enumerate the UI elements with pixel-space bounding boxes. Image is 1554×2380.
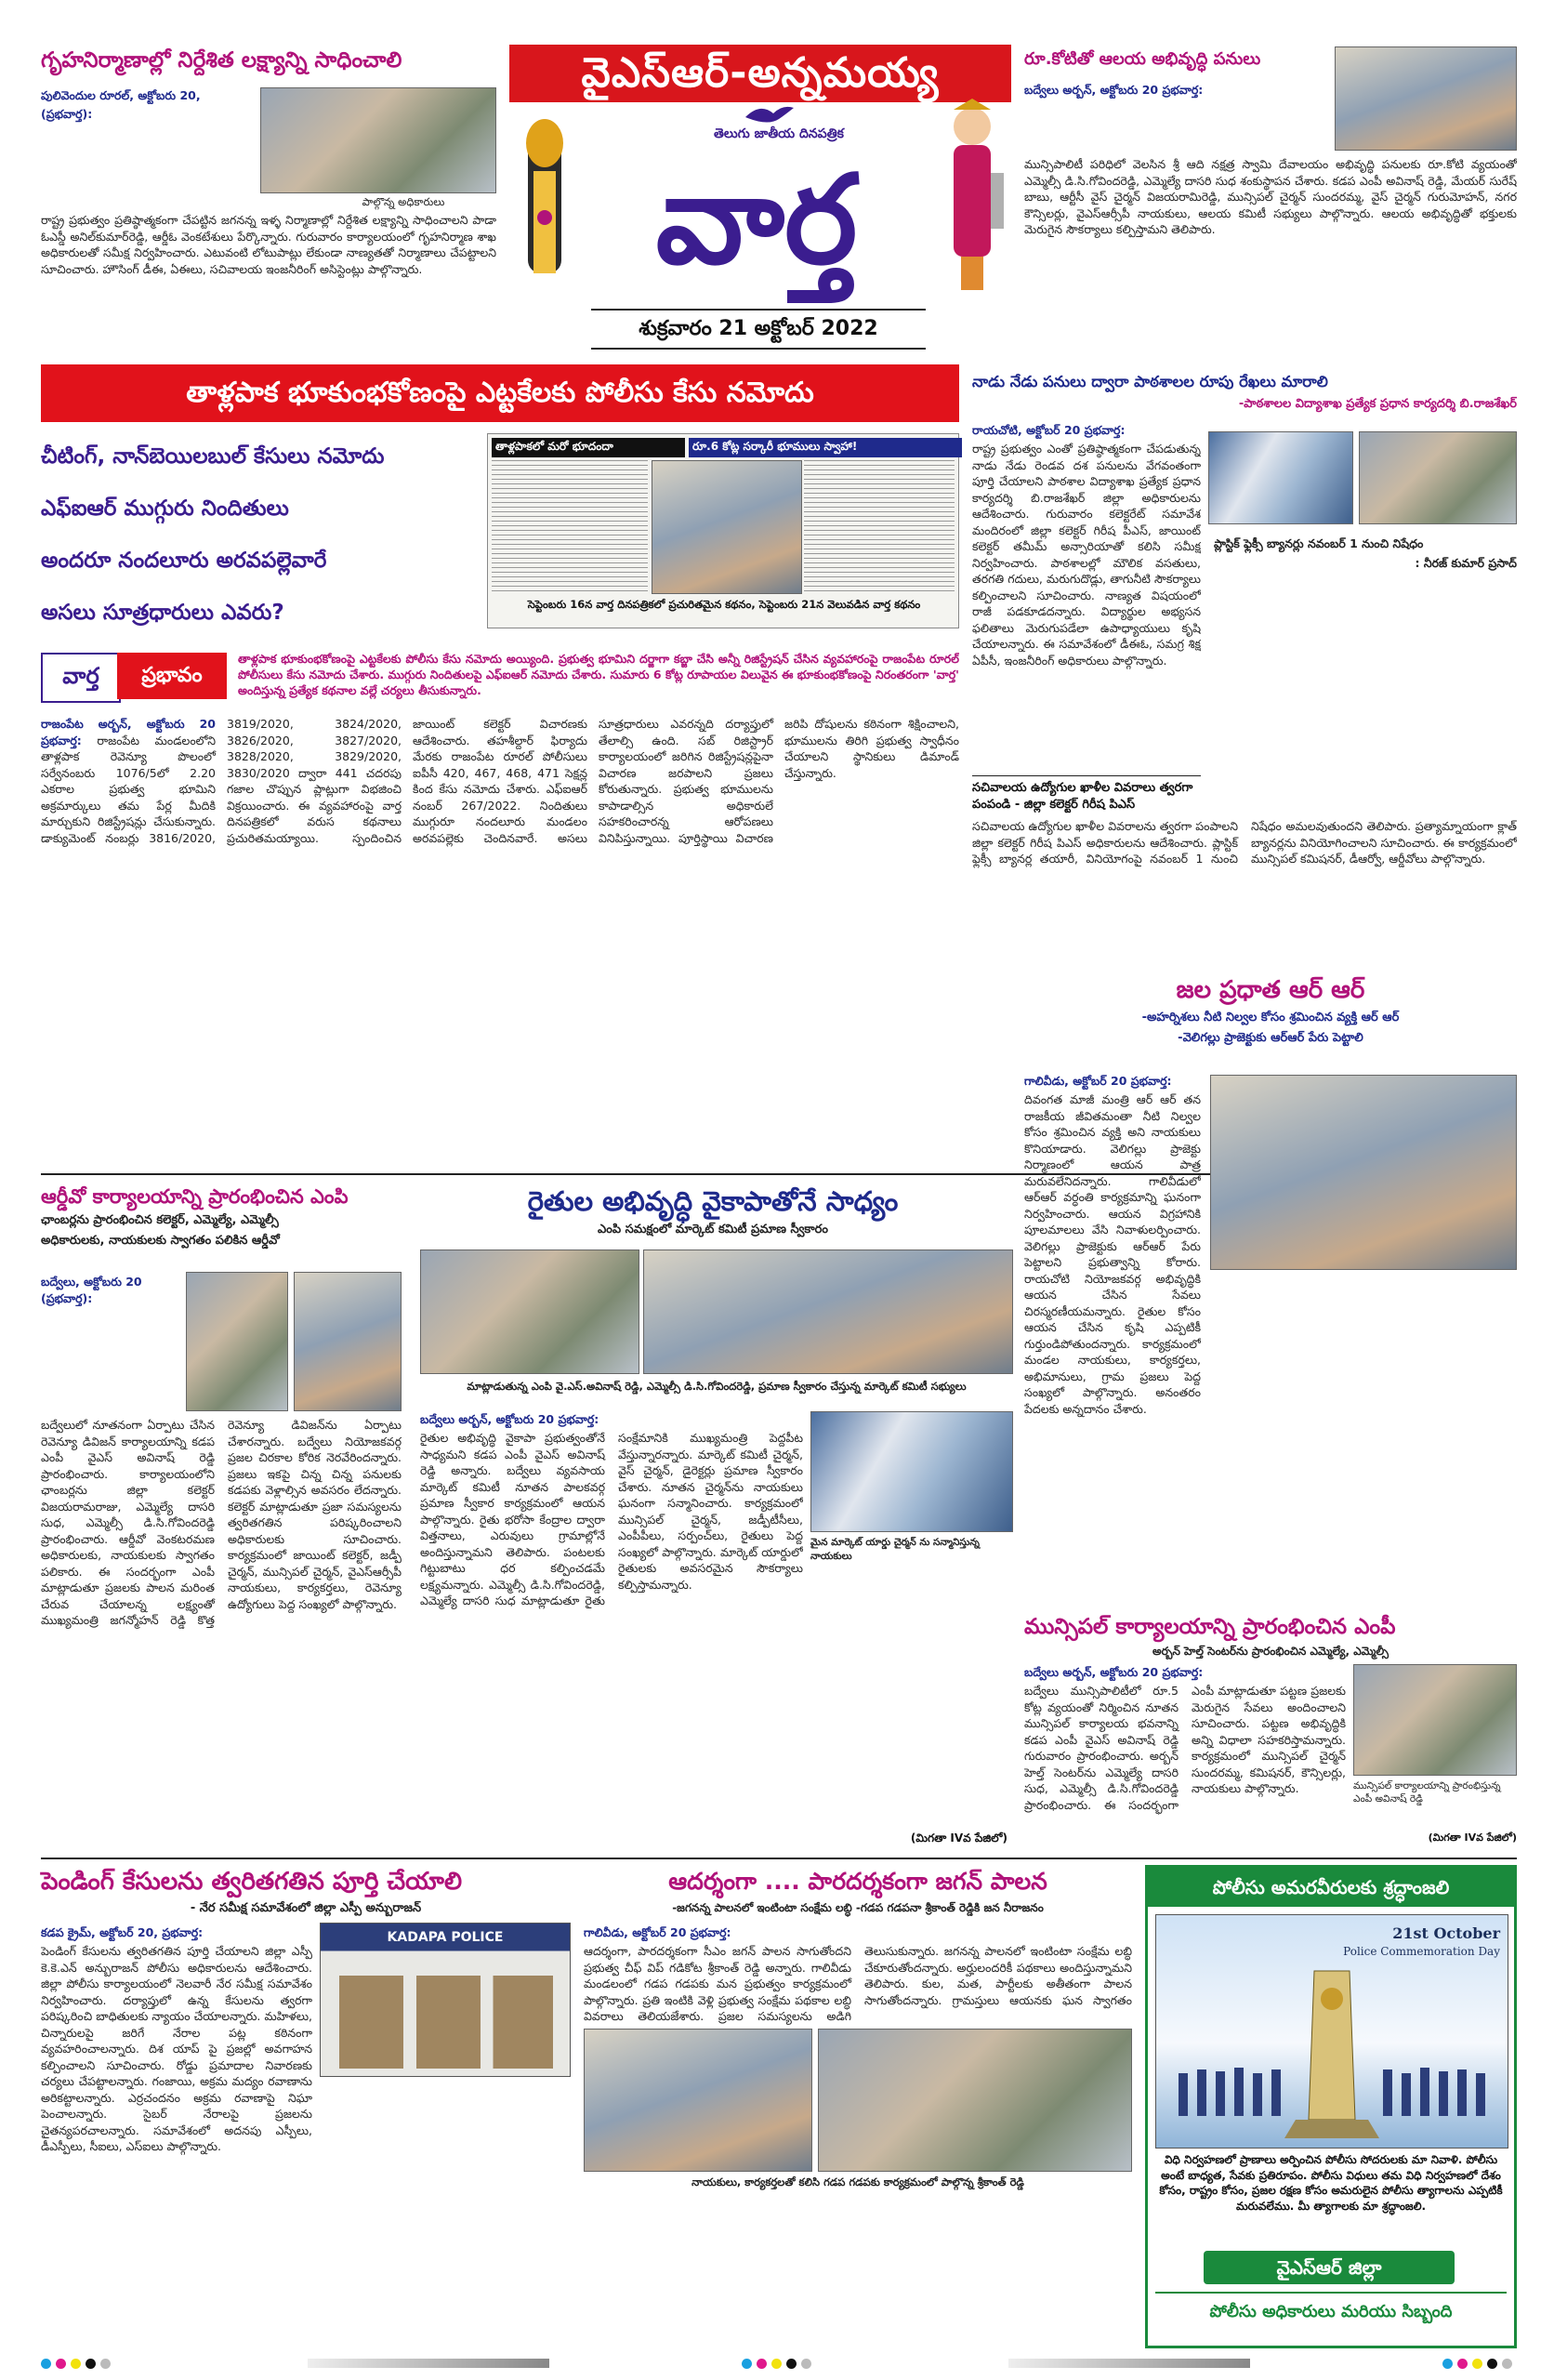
story-water-body-2: [1210, 1277, 1517, 1599]
story-police-review-dateline: కడప క్రైమ్, అక్టోబర్ 20, ప్రభవార్త:: [41, 1925, 204, 1939]
story-housing: [41, 46, 496, 363]
lead-headline: తాళ్లపాక భూకుంభకోణంపై ఎట్టకేలకు పోలీసు కేసు నమోదు: [186, 377, 814, 409]
lead-clip-caption: సెప్టెంబరు 16న వార్త దినపత్రికలో ప్రచురితమైన కథనం, సెప్టెంబరు 21న వెలువడిన వార్త కథనం: [527, 598, 921, 611]
story-rdo-subhead-1: ఛాంబర్లను ప్రారంభించిన కలెక్టర్, ఎమ్మెల్యే, ఎమ్మెల్సీ: [41, 1213, 279, 1227]
story-municipal-body: బద్వేలు మున్సిపాలిటీలో రూ.5 కోట్ల వ్యయంతో నిర్మించిన నూతన మున్సిపల్ కార్యాలయ భవనాన్ని కడప ఎంపీ వైఎస్ అవినాష్ రెడ్డి గురువారం ప్రారంభించారు. అర్బన్ హెల్త్ సెంటర్‌ను ఎమ్మెల్యే దాసరి సుధ, ఎమ్మెల్సీ డి.సి.గోవిందరెడ్డి ప్రారంభించారు. ఈ సందర్భంగా ఎంపీ మాట్లాడుతూ పట్టణ ప్రజలకు మెరుగైన సేవలు అందించాలని సూచించారు. పట్టణ అభివృద్ధికి అన్ని విధాలా సహకరిస్తామన్నారు. కార్యక్రమంలో మున్సిపల్ చైర్మన్ సుందరమ్మ, కమిషనర్, కౌన్సిలర్లు, నాయకులు పాల్గొన్నారు.: [1024, 1684, 1346, 1812]
ad-message: విధి నిర్వహణలో ప్రాణాలు అర్పించిన పోలీసు సోదరులకు మా నివాళి. పోలీసు అంటే బాధ్యత, సేవకు ప్రతిరూపం. పోలీసు విధులు తమ విధి నిర్వహణలో దేశం కోసం, రాష్ట్రం కోసం, ప్రజల రక్షణ కోసం అమరులైన పోలీసు త్యాగాలను ఎప్పటికీ మరువలేము. మీ త్యాగాలకు మా శ్రద్ధాంజలి.: [1159, 2153, 1503, 2213]
story-municipal: [1024, 1612, 1517, 1852]
story-governance-subhead: -జగనన్న పాలనలో ఇంటింటా సంక్షేమ లబ్ధి -గడప గడపనా శ్రీకాంత్ రెడ్డికి జన నీరాజనం: [672, 1901, 1044, 1914]
story-farmers-dateline: బద్వేలు అర్బన్, అక్టోబరు 20 ప్రభవార్త:: [420, 1412, 599, 1426]
story-housing-body: రాష్ట్ర ప్రభుత్వం ప్రతిష్ఠాత్మకంగా చేపట్టిన జగనన్న ఇళ్ళ నిర్మాణాల్లో నిర్దేశిత లక్ష్యాన్ని సాధించాలని పాడా ఓఎస్డీ అనిల్‌కుమార్‌రెడ్డి, ఆర్డీఓ వెంకటేశులు పేర్కొన్నారు. గురువారం కార్యాలయంలో గృహనిర్మాణ శాఖ అధికారులతో సమీక్ష నిర్వహించారు. ఎటువంటి లోటుపాట్లు లేకుండా నాణ్యతతో నిర్మాణాలు చేపట్టాలని సూచించారు. హౌసింగ్ డీఈ, ఏఈలు, సచివాలయ ఇంజనీరింగ్ అసిస్టెంట్లు పాల్గొన్నారు.: [41, 213, 496, 276]
story-farmers: [413, 1183, 1013, 1852]
lead-clipping: [487, 433, 959, 628]
story-farmers-photo-2: [643, 1250, 1013, 1374]
story-rdo-subhead-2: అధికారులకు, నాయకులకు స్వాగతం పలికిన ఆర్డీవో: [41, 1234, 280, 1248]
story-police-review-body: పెండింగ్ కేసులను త్వరితగతిన పూర్తి చేయాలని జిల్లా ఎస్పీ కె.కె.ఎన్ అన్బురాజన్ పోలీసు అధికారులను ఆదేశించారు. జిల్లా పోలీసు కార్యాలయంలో నెలవారీ నేర సమీక్ష సమావేశం నిర్వహించారు. దర్యాప్తులో ఉన్న కేసులను త్వరగా పరిష్కరించి బాధితులకు న్యాయం చేయాలన్నారు. మహిళలు, చిన్నారులపై జరిగే నేరాల పట్ల కఠినంగా వ్యవహరించాలన్నారు. దిశ యాప్ పై ప్రజల్లో అవగాహన కల్పించాలని సూచించారు. రోడ్డు ప్రమాదాల నివారణకు చర్యలు చేపట్టాలన్నారు. గంజాయి, అక్రమ మద్యం రవాణాను అరికట్టాలన్నారు. ఎర్రచందనం అక్రమ రవాణాపై నిఘా పెంచాలన్నారు. సైబర్ నేరాలపై ప్రజలను చైతన్యపరచాలన్నారు. సమావేశంలో అదనపు ఎస్పీలు, డీఎస్పీలు, సీఐలు, ఎస్ఐలు పాల్గొన్నారు.: [41, 1944, 312, 2153]
story-water-dateline: గాలివీడు, అక్టోబర్ 20 ప్రభవార్త:: [1024, 1074, 1172, 1088]
story-water-photo: [1210, 1075, 1517, 1270]
story-water: [1024, 972, 1517, 1605]
story-municipal-headline: మున్సిపల్ కార్యాలయాన్ని ప్రారంభించిన ఎంపీ: [1024, 1615, 1396, 1639]
lead-body: [41, 716, 959, 1166]
story-schools-box-title: సచివాలయ ఉద్యోగుల ఖాళీల వివరాలు త్వరగా పంపండి - జిల్లా కలెక్టర్ గిరీష పిఎస్: [972, 775, 1201, 813]
impact-badge: [41, 653, 227, 699]
story-schools-byline: : నీరజ్ కుమార్ ప్రసాద్: [1415, 556, 1517, 570]
story-schools-tag: [1214, 536, 1517, 571]
story-schools-photo-2: [1359, 431, 1517, 524]
story-schools-box-body: సచివాలయ ఉద్యోగుల ఖాళీల వివరాలను త్వరగా పంపాలని జిల్లా కలెక్టర్ గిరీష పిఎస్ అధికారులను ఆదేశించారు. ప్లాస్టిక్ ఫ్లెక్సీ బ్యానర్ల తయారీ, వినియోగంపై నవంబర్ 1 నుంచి నిషేధం అమలవుతుందని తెలిపారు. ప్రత్యామ్నాయంగా క్లాత్ బ్యానర్లను వినియోగించాలని సూచించారు. ఈ కార్యక్రమంలో మున్సిపల్ కమిషనర్, డీఆర్వో, ఆర్డీవోలు పాల్గొన్నారు.: [972, 819, 1517, 866]
story-housing-dateline: పులివెందుల రూరల్, అక్టోబరు 20,: [41, 88, 201, 102]
story-housing-photo: [260, 87, 496, 193]
masthead-tagline: తెలుగు జాతీయ దినపత్రిక: [714, 126, 844, 141]
story-schools-tag-text: ప్లాస్టిక్ ఫ్లెక్సీ బ్యానర్లు నవంబర్ 1 నుంచి నిషేధం: [1214, 536, 1424, 550]
lead-kickers: [41, 433, 478, 647]
story-rdo-photo-2: [294, 1272, 402, 1411]
story-governance-photo-2: [818, 2029, 1132, 2172]
deity-right-emblem: [933, 99, 1011, 294]
story-temple-dateline: బద్వేలు అర్బన్, అక్టోబరు 20 ప్రభవార్త:: [1024, 83, 1204, 97]
story-farmers-photo-3: [810, 1411, 1013, 1532]
story-water-headline: జల ప్రధాత ఆర్ ఆర్: [1176, 976, 1365, 1004]
story-water-body: దివంగత మాజీ మంత్రి ఆర్ ఆర్ తన రాజకీయ జీవితమంతా నీటి నిల్వల కోసం శ్రమించిన వ్యక్తి అని నాయకులు కొనియాడారు. వెలిగల్లు ప్రాజెక్టు నిర్మాణంలో ఆయన పాత్ర మరువలేనిదన్నారు. గాలివీడులో ఆర్ఆర్ వర్ధంతి కార్యక్రమాన్ని ఘనంగా నిర్వహించారు. ఆయన విగ్రహానికి పూలమాలలు వేసి నివాళులర్పించారు. వెలిగల్లు ప్రాజెక్టుకు ఆర్ఆర్ పేరు పెట్టాలని ప్రభుత్వాన్ని కోరారు. రాయచోటి నియోజకవర్గ అభివృద్ధికి ఆయన చేసిన సేవలు చిరస్మరణీయమన్నారు. రైతుల కోసం ఆయన చేసిన కృషి ఎప్పటికీ గుర్తుండిపోతుందన్నారు. కార్యక్రమంలో మండల నాయకులు, కార్యకర్తలు, అభిమానులు, గ్రామ ప్రజలు పెద్ద సంఖ్యలో పాల్గొన్నారు. అనంతరం పేదలకు అన్నదానం చేశారు.: [1024, 1092, 1201, 1416]
story-governance: [584, 1865, 1132, 2348]
story-police-review-body-2: [320, 2084, 571, 2345]
story-farmers-caption: మాట్లాడుతున్న ఎంపి వై.ఎస్.అవినాష్ రెడ్డి, ఎమ్మెల్సీ డి.సి.గోవిందరెడ్డి, ప్రమాణ స్వీకారం చేస్తున్న మార్కెట్ కమిటీ సభ్యులు: [420, 1380, 1013, 1394]
story-police-review-headline: పెండింగ్ కేసులను త్వరితగతిన పూర్తి చేయాలి: [41, 1868, 463, 1896]
story-schools-headline: నాడు నేడు పనులు ద్వారా పాఠశాలల రూపు రేఖలు మారాలి: [972, 373, 1328, 390]
story-rdo-body: బద్వేలులో నూతనంగా ఏర్పాటు చేసిన రెవెన్యూ డివిజన్ కార్యాలయాన్ని కడప ఎంపీ వైఎస్ అవినాష్ రెడ్డి ప్రారంభించారు. కార్యాలయంలోని ఛాంబర్లను జిల్లా కలెక్టర్ విజయరామరాజు, ఎమ్మెల్యే దాసరి సుధ, ఎమ్మెల్సీ డి.సి.గోవిందరెడ్డి ప్రారంభించారు. ఆర్డీవో వెంకటరమణ అధికారులకు, నాయకులకు స్వాగతం పలికారు. ఈ సందర్భంగా ఎంపీ మాట్లాడుతూ ప్రజలకు పాలన మరింత చేరువ చేయాలన్న లక్ష్యంతో ముఖ్యమంత్రి జగన్మోహన్ రెడ్డి కొత్త రెవెన్యూ డివిజన్‌ను ఏర్పాటు చేశారన్నారు. బద్వేలు నియోజకవర్గ ప్రజల చిరకాల కోరిక నెరవేరిందన్నారు. ప్రజలు ఇకపై చిన్న చిన్న పనులకు కడపకు వెళ్లాల్సిన అవసరం లేదన్నారు. కలెక్టర్ మాట్లాడుతూ ప్రజా సమస్యలను త్వరితగతిన పరిష్కరించాలని అధికారులకు సూచించారు. కార్యక్రమంలో జాయింట్ కలెక్టర్, జడ్పీ చైర్మన్, మున్సిపల్ చైర్మన్, వైఎస్ఆర్సీపీ నాయకులు, కార్యకర్తలు, రెవెన్యూ ఉద్యోగులు పెద్ద సంఖ్యలో పాల్గొన్నారు.: [41, 1418, 402, 1627]
lead-kicker-3: అందరూ నందలూరు అరవపల్లెవారే: [41, 549, 327, 573]
story-schools-subhead: -పాఠశాలల విద్యాశాఖ ప్రత్యేక ప్రధాన కార్యదర్శి బి.రాజశేఖర్: [1238, 397, 1517, 411]
lead-dateline: రాజంపేట అర్బన్, అక్టోబరు 20 ప్రభవార్త:: [41, 717, 216, 747]
story-temple: [1024, 46, 1517, 363]
story-municipal-caption: మున్సిపల్ కార్యాలయాన్ని ప్రారంభిస్తున్న ఎంపీ అవినాష్ రెడ్డి: [1353, 1779, 1517, 1805]
lead-clip-newspaper-left: [492, 460, 648, 592]
story-farmers-photo-1: [420, 1250, 639, 1374]
divider-lower: [41, 1858, 1517, 1859]
ad-footer-2: పోలీసు అధికారులు మరియు సిబ్బంది: [1155, 2292, 1507, 2331]
story-farmers-credit: (మిగతా IVవ పేజిలో): [910, 1831, 1007, 1844]
dove-emblem: [742, 100, 797, 128]
story-schools-photo-1: [1208, 431, 1353, 524]
lead-clip-label1: తాళ్లపాకలో మరో భూదందా: [492, 438, 685, 457]
lead-body-text: రాజంపేట మండలంలోని తాళ్లపాక రెవెన్యూ పొలంలో సర్వేనంబరు 1076/5లో 2.20 ఎకరాల ప్రభుత్వ భూమిని అక్రమార్కులు తమ పేర్ల మీదికి మార్చుకుని రిజిస్ట్రేషన్లు చేసుకున్నారు. డాక్యుమెంట్ నంబర్లు 3816/2020, 3819/2020, 3824/2020, 3826/2020, 3827/2020, 3828/2020, 3829/2020, 3830/2020 ద్వారా 441 చదరపు గజాల చొప్పున ప్లాట్లుగా విభజించి విక్రయించారు. ఈ వ్యవహారంపై వార్త దినపత్రికలో వరుస కథనాలు ప్రచురితమయ్యాయి. స్పందించిన జాయింట్ కలెక్టర్ విచారణకు ఆదేశించారు. తహశీల్దార్ ఫిర్యాదు మేరకు రాజంపేట రూరల్ పోలీసులు ఐపీసీ 420, 467, 468, 471 సెక్షన్ల కింద కేసు నమోదు చేశారు. ఎఫ్ఐఆర్ నంబర్ 267/2022. నిందితులు ముగ్గురూ నందలూరు మండలం అరవపల్లెకు చెందినవారే. అసలు సూత్రధారులు ఎవరన్నది దర్యాప్తులో తేలాల్సి ఉంది. సబ్ రిజిస్ట్రార్ కార్యాలయంలో జరిగిన రిజిస్ట్రేషన్లపైనా విచారణ జరపాలని ప్రజలు కోరుతున్నారు. ప్రభుత్వ భూములను కాపాడాల్సిన అధికారులే సహకరించారన్న ఆరోపణలు వినిపిస్తున్నాయి. పూర్తిస్థాయి విచారణ జరిపి దోషులను కఠినంగా శిక్షించాలని, భూములను తిరిగి ప్రభుత్వ స్వాధీనం చేయాలని స్థానికులు డిమాండ్ చేస్తున్నారు.: [41, 717, 959, 845]
police-commemoration-ad: [1145, 1865, 1517, 2348]
ad-poster: [1155, 1914, 1508, 2149]
story-schools: [972, 370, 1517, 965]
lead-clip-newspaper-right: [804, 460, 955, 592]
masthead-name: వైఎస్ఆర్-అన్నమయ్య: [509, 45, 1011, 102]
lead-headline-band: [41, 364, 959, 422]
story-rdo-dateline: బద్వేలు, అక్టోబరు 20: [41, 1275, 142, 1289]
story-rdo-headline: ఆర్డీవో కార్యాలయాన్ని ప్రారంభించిన ఎంపి: [41, 1185, 349, 1208]
story-governance-headline: ఆదర్శంగా .... పారదర్శకంగా జగన్ పాలన: [668, 1868, 1047, 1895]
ad-poster-line1: 21st October: [1392, 1924, 1500, 1942]
story-municipal-subhead: అర్బన్ హెల్త్ సెంటర్‌ను ప్రారంభించిన ఎమ్మెల్యే, ఎమ్మెల్సీ: [1152, 1645, 1389, 1658]
masthead: [509, 45, 1011, 353]
story-schools-box: [972, 775, 1517, 961]
lead-kicker-1: చీటింగ్, నాన్‌బెయిలబుల్ కేసులు నమోదు: [41, 444, 385, 469]
story-farmers-body: రైతుల అభివృద్ధి వైకాపా ప్రభుత్వంతోనే సాధ్యమని కడప ఎంపీ వైఎస్ అవినాష్ రెడ్డి అన్నారు. బద్వేలు వ్యవసాయ మార్కెట్ కమిటీ నూతన పాలకవర్గ ప్రమాణ స్వీకార కార్యక్రమంలో ఆయన పాల్గొన్నారు. రైతు భరోసా కేంద్రాల ద్వారా విత్తనాలు, ఎరువులు గ్రామాల్లోనే అందిస్తున్నామని తెలిపారు. పంటలకు గిట్టుబాటు ధర కల్పించడమే లక్ష్యమన్నారు. ఎమ్మెల్సీ డి.సి.గోవిందరెడ్డి, ఎమ్మెల్యే దాసరి సుధ మాట్లాడుతూ రైతు సంక్షేమానికి ముఖ్యమంత్రి పెద్దపీట వేస్తున్నారన్నారు. మార్కెట్ కమిటీ చైర్మన్, వైస్ చైర్మన్, డైరెక్టర్లు ప్రమాణ స్వీకారం చేశారు. నూతన చైర్మన్‌ను నాయకులు ఘనంగా సన్మానించారు. కార్యక్రమంలో మున్సిపల్ చైర్మన్, జడ్పీటీసీలు, ఎంపీపీలు, సర్పంచ్‌లు, రైతులు పెద్ద సంఖ్యలో పాల్గొన్నారు. మార్కెట్ యార్డులో రైతులకు అవసరమైన సౌకర్యాలు కల్పిస్తామన్నారు.: [420, 1431, 803, 1607]
story-municipal-credit: (మిగతా IVవ పేజిలో): [1428, 1831, 1517, 1844]
story-schools-dateline: రాయచోటి, అక్టోబర్ 20 ప్రభవార్త:: [972, 423, 1126, 437]
registration-strip: [41, 2356, 1517, 2371]
impact-label: ప్రభావం: [117, 653, 227, 699]
story-schools-body: రాష్ట్ర ప్రభుత్వం ఎంతో ప్రతిష్ఠాత్మకంగా చేపడుతున్న నాడు నేడు రెండవ దశ పనులను వేగవంతంగా పూర్తి చేయాలని పాఠశాల విద్యాశాఖ ప్రత్యేక ప్రధాన కార్యదర్శి బి.రాజశేఖర్ జిల్లా అధికారులను ఆదేశించారు. గురువారం కలెక్టరేట్ సమావేశ మందిరంలో జిల్లా కలెక్టర్ గిరీష పీఎస్, జాయింట్ కలెక్టర్ తమీమ్ అన్సారియాతో కలిసి సమీక్ష నిర్వహించారు. పాఠశాలల్లో మౌలిక వసతులు, తరగతి గదులు, మరుగుదొడ్లు, తాగునీటి సౌకర్యాలు కల్పించాలని సూచించారు. నాణ్యత విషయంలో రాజీ పడకూడదన్నారు. విద్యార్థుల అభ్యసన ఫలితాలు మెరుగుపడేలా ఉపాధ్యాయులు కృషి చేయాలన్నారు. ఈ సమావేశంలో డీఈఓ, సమగ్ర శిక్ష ఏపీసీ, ఇంజనీరింగ్ అధికారులు పాల్గొన్నారు.: [972, 442, 1201, 668]
story-municipal-photo: [1353, 1664, 1517, 1776]
story-police-review: [41, 1865, 571, 2348]
story-governance-dateline: గాలివీడు, అక్టోబర్ 20 ప్రభవార్త:: [584, 1925, 731, 1939]
story-rdo-source: (ప్రభవార్త):: [41, 1290, 93, 1305]
story-farmers-subhead: ఎంపి సమక్షంలో మార్కెట్ కమిటీ ప్రమాణ స్వీకారం: [598, 1223, 828, 1236]
story-governance-caption: నాయకులు, కార్యకర్తలతో కలిసి గడప గడపకు కార్యక్రమంలో పాల్గొన్న శ్రీకాంత్ రెడ్డి: [584, 2175, 1132, 2189]
story-farmers-caption-2: మైన మార్కెట్ యార్డు చైర్మన్ ను సన్మానిస్తున్న నాయకులు: [810, 1536, 1013, 1564]
story-municipal-dateline: బద్వేలు అర్బన్, అక్టోబరు 20 ప్రభవార్త:: [1024, 1665, 1204, 1679]
masthead-date: శుక్రవారం 21 అక్టోబర్ 2022: [591, 309, 926, 350]
lead-clip-label2: రూ.6 కోట్ల సర్కారీ భూములు స్వాహా!: [689, 438, 962, 457]
story-temple-body: మున్సిపాలిటీ పరిధిలో వెలసిన శ్రీ ఆది నక్షత్ర స్వామి దేవాలయం అభివృద్ధి పనులకు రూ.కోటి వ్యయంతో ఎమ్మెల్సీ డి.సి.గోవిందరెడ్డి, ఎమ్మెల్యే దాసరి సుధ శంకుస్థాపన చేశారు. కడప ఎంపీ అవినాష్ రెడ్డి, మేయర్ సురేష్ బాబు, ఆర్టీసీ వైస్ చైర్మన్ విజయరామిరెడ్డి, మున్సిపల్ చైర్మన్ సుందరమ్మ, వైస్ చైర్మన్ గురుమోహన్, నగర కౌన్సిలర్లు, వైఎస్ఆర్సీపీ నాయకులు, ఆలయ కమిటీ సభ్యులు పాల్గొన్నారు. ఆలయ అభివృద్ధితో భక్తులకు మెరుగైన సౌకర్యాలు కల్పిస్తామని తెలిపారు.: [1024, 157, 1517, 236]
lead-kicker-4: అసలు సూత్రధారులు ఎవరు?: [41, 601, 284, 625]
kadapa-police-banner: KADAPA POLICE: [387, 1930, 504, 1945]
story-housing-headline: గృహనిర్మాణాల్లో నిర్దేశిత లక్ష్యాన్ని సాధించాలి: [41, 48, 402, 73]
ad-title: పోలీసు అమరవీరులకు శ్రద్ధాంజలి: [1148, 1868, 1514, 1907]
story-police-review-photo: [320, 1923, 571, 2077]
story-governance-photo-1: [584, 2029, 812, 2172]
story-rdo: [41, 1183, 402, 1852]
story-police-review-subhead: - నేర సమీక్ష సమావేశంలో జిల్లా ఎస్పీ అన్బురాజన్: [190, 1901, 422, 1915]
memorial-pillar-icon: [1156, 1962, 1508, 2148]
lead-clip-photo: [652, 460, 802, 594]
story-temple-photo: [1335, 46, 1517, 151]
story-housing-source: (ప్రభవార్త):: [41, 107, 93, 121]
story-rdo-photo-1: [186, 1272, 288, 1411]
story-governance-body-2: [584, 2196, 1132, 2345]
masthead-logo: వార్త: [655, 149, 858, 292]
story-farmers-headline: రైతుల అభివృద్ధి వైకాపాతోనే సాధ్యం: [527, 1185, 899, 1217]
ad-footer-1: వైఎస్ఆర్ జిల్లా: [1204, 2251, 1455, 2284]
story-water-subhead-1: -అహర్నిశలు నీటి నిల్వల కోసం శ్రమించిన వ్యక్తి ఆర్ ఆర్: [1141, 1011, 1400, 1025]
story-water-subhead-2: -వెలిగల్లు ప్రాజెక్టుకు ఆర్ఆర్ పేరు పెట్టాలి: [1178, 1031, 1363, 1045]
ad-poster-line2: Police Commemoration Day: [1343, 1945, 1500, 1958]
story-housing-caption: పాల్గొన్న అధికారులు: [320, 195, 487, 209]
lead-summary: తాళ్లపాక భూకుంభకోణంపై ఎట్టకేలకు పోలీసు కేసు నమోదు అయ్యింది. ప్రభుత్వ భూమిని దర్జాగా కబ్జా చేసి అన్నీ రిజిస్ట్రేషన్ చేసిన వ్యవహారంపై రాజంపేట రూరల్ పోలీసులు కేసు నమోదు చేశారు. ముగ్గురు నిందితులపై ఎఫ్ఐఆర్ నమోదు చేశారు. సుమారు 6 కోట్ల రూపాయల విలువైన ఈ భూకుంభకోణంపై నిరంతరంగా 'వార్త' అందిస్తున్న ప్రత్యేక కథనాల వల్లే చర్యలు తీసుకున్నారు.: [238, 652, 959, 697]
story-temple-headline: రూ.కోటితో ఆలయ అభివృద్ధి పనులు: [1024, 49, 1261, 69]
impact-brand: వార్త: [41, 653, 121, 703]
story-governance-body: ఆదర్శంగా, పారదర్శకంగా సీఎం జగన్ పాలన సాగుతోందని ప్రభుత్వ చీఫ్ విప్ గడికోట శ్రీకాంత్ రెడ్డి అన్నారు. గాలివీడు మండలంలో గడప గడపకు మన ప్రభుత్వం కార్యక్రమంలో పాల్గొన్నారు. ప్రతి ఇంటికి వెళ్లి ప్రభుత్వ సంక్షేమ పథకాల లబ్ధి వివరాలు తెలియజేశారు. ప్రజల సమస్యలను అడిగి తెలుసుకున్నారు. జగనన్న పాలనలో ఇంటింటా సంక్షేమ లబ్ధి చేకూరుతోందన్నారు. అర్హులందరికీ పథకాలు అందిస్తున్నామని తెలిపారు. కుల, మత, పార్టీలకు అతీతంగా పాలన సాగుతోందన్నారు. గ్రామస్తులు ఆయనకు ఘన స్వాగతం: [584, 1944, 1132, 2023]
lead-kicker-2: ఎఫ్ఐఆర్ ముగ్గురు నిందితులు: [41, 496, 289, 521]
story-farmers-body-right: [810, 1566, 1013, 1828]
officers-figure: [339, 1976, 553, 2069]
deity-left-emblem: [515, 115, 574, 292]
